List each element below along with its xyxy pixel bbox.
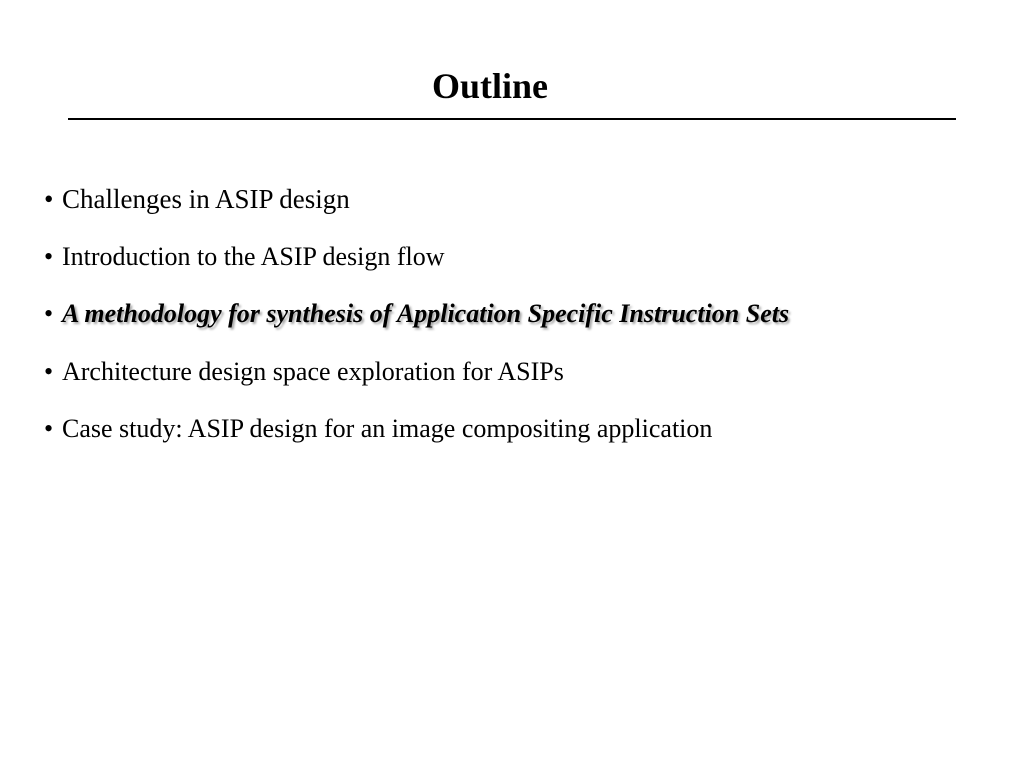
title-divider [68,118,956,120]
outline-item-challenges [44,178,789,220]
bullet-dot-icon: • [44,184,54,214]
outline-item-text: Case study: ASIP design for an image compositing application [62,414,713,443]
outline-list [44,178,789,466]
slide-title: Outline [431,66,548,106]
outline-item-text: Challenges in ASIP design [62,184,350,214]
outline-item-architecture [44,351,789,393]
bullet-dot-icon: • [44,299,54,328]
outline-item-text: Introduction to the ASIP design flow [62,241,445,271]
outline-item-text: Architecture design space exploration for ASIPs [62,356,564,386]
bullet-dot-icon: • [44,414,54,443]
outline-item-design-flow [44,236,789,278]
outline-item-methodology [44,293,789,335]
bullet-dot-icon: • [44,241,54,271]
outline-item-text: A methodology for synthesis of Application Specific Instruction Sets [62,299,790,328]
outline-item-case-study [44,408,789,450]
bullet-dot-icon: • [44,356,54,386]
